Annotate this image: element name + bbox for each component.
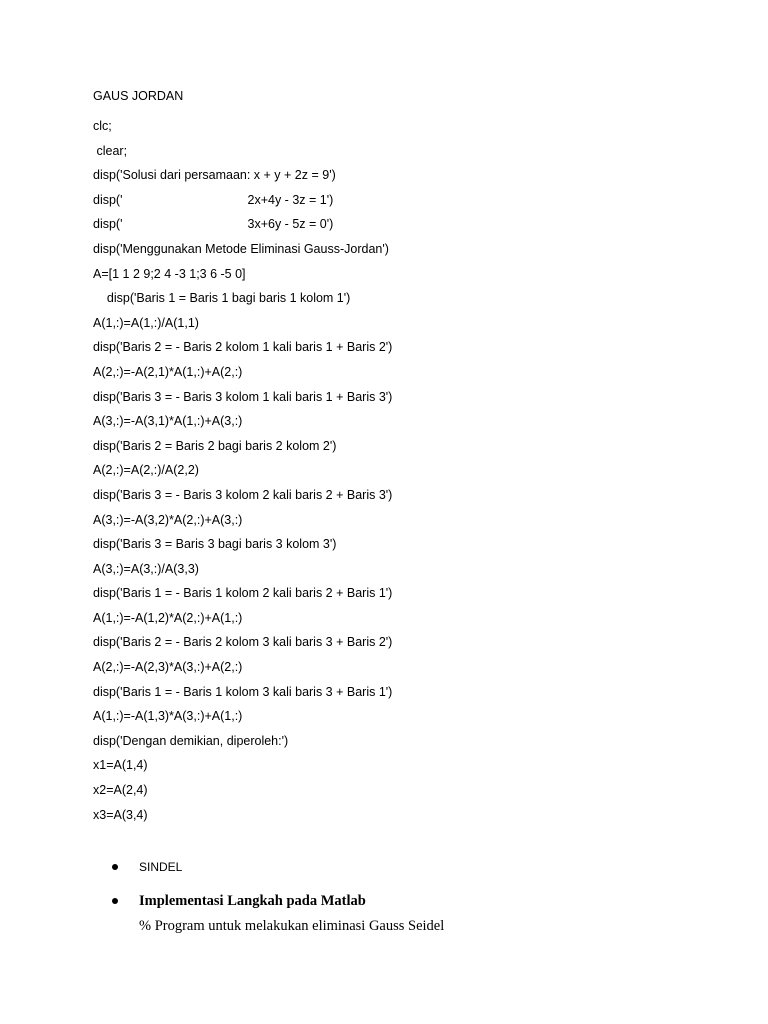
code-line: A(2,:)=-A(2,1)*A(1,:)+A(2,:) [93,364,243,379]
code-line: disp('Baris 3 = - Baris 3 kolom 2 kali baris 2 + Baris 3') [93,487,393,502]
code-line: A=[1 1 2 9;2 4 -3 1;3 6 -5 0] [93,266,246,281]
code-block [93,116,713,825]
code-line: clear; [93,143,128,158]
list-item-implementation [112,890,712,937]
code-line: A(3,:)=A(3,:)/A(3,3) [93,561,199,576]
code-line: disp(' 3x+6y - 5z = 0') [93,217,334,232]
code-line: A(2,:)=-A(2,3)*A(3,:)+A(2,:) [93,660,243,675]
bullet-list [112,856,712,937]
section-title: GAUS JORDAN [93,89,184,103]
code-line: disp('Baris 2 = Baris 2 bagi baris 2 kolom 2') [93,438,337,453]
code-line: A(1,:)=-A(1,2)*A(2,:)+A(1,:) [93,610,243,625]
code-line: disp('Menggunakan Metode Eliminasi Gauss-Jordan') [93,241,389,256]
code-line: disp('Solusi dari persamaan: x + y + 2z = 9') [93,168,336,183]
list-item-label: SINDEL [139,860,183,874]
code-comment: % Program untuk melakukan eliminasi Gauss Seidel [139,918,445,934]
code-line: x2=A(2,4) [93,783,148,798]
code-line: disp('Baris 1 = Baris 1 bagi baris 1 kolom 1') [93,291,351,306]
code-line: disp('Baris 3 = - Baris 3 kolom 1 kali baris 1 + Baris 3') [93,389,393,404]
code-line: disp('Baris 2 = - Baris 2 kolom 3 kali baris 3 + Baris 2') [93,635,393,650]
document-body [93,86,713,829]
code-line: disp('Dengan demikian, diperoleh:') [93,733,289,748]
code-line: disp('Baris 1 = - Baris 1 kolom 3 kali baris 3 + Baris 1') [93,684,393,699]
code-line: disp('Baris 2 = - Baris 2 kolom 1 kali baris 1 + Baris 2') [93,340,393,355]
code-line: x3=A(3,4) [93,807,148,822]
code-line: disp(' 2x+4y - 3z = 1') [93,192,334,207]
code-line: x1=A(1,4) [93,758,148,773]
bullet-icon [112,898,118,904]
code-line: A(3,:)=-A(3,2)*A(2,:)+A(3,:) [93,512,243,527]
list-item-sindel [112,856,712,878]
list-item-heading: Implementasi Langkah pada Matlab [139,893,366,909]
code-line: disp('Baris 1 = - Baris 1 kolom 2 kali baris 2 + Baris 1') [93,586,393,601]
code-line: A(2,:)=A(2,:)/A(2,2) [93,463,199,478]
code-line: A(1,:)=A(1,:)/A(1,1) [93,315,199,330]
bullet-icon [112,864,118,870]
code-line: clc; [93,119,112,133]
code-line: disp('Baris 3 = Baris 3 bagi baris 3 kolom 3') [93,537,337,552]
code-line: A(3,:)=-A(3,1)*A(1,:)+A(3,:) [93,414,243,429]
code-line: A(1,:)=-A(1,3)*A(3,:)+A(1,:) [93,709,243,724]
